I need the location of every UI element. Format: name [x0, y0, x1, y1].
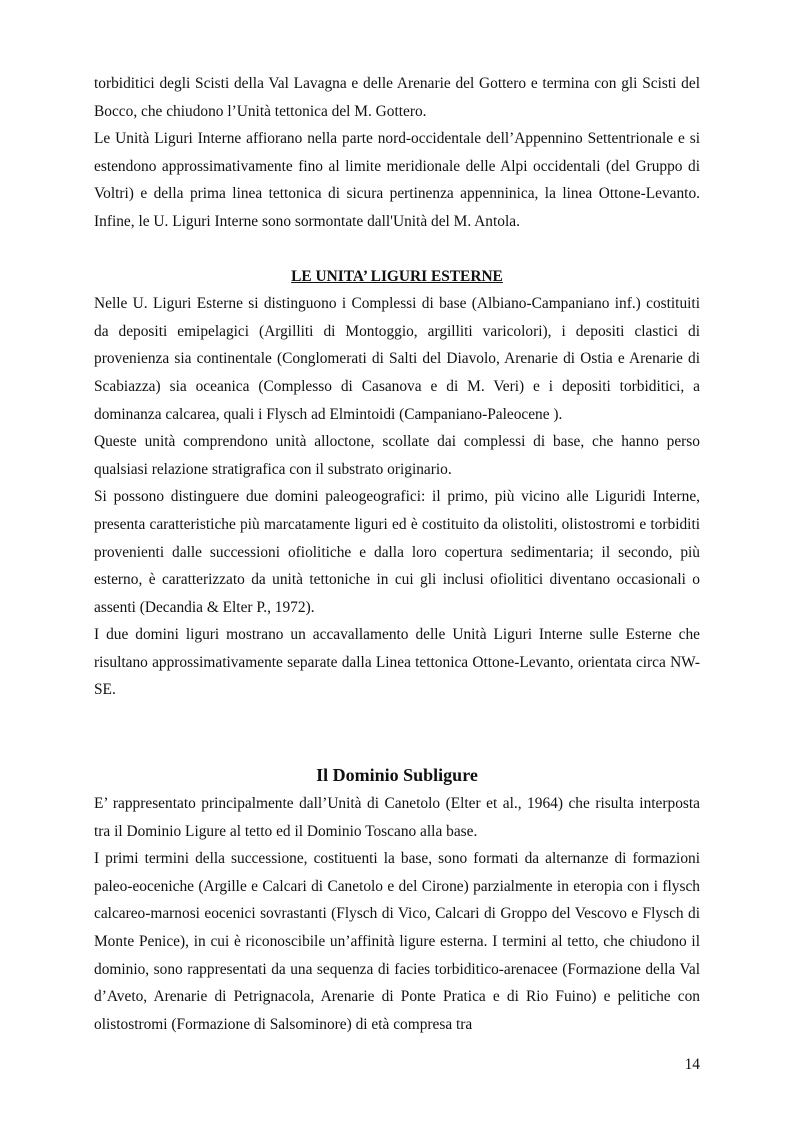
- paragraph-gottero-ending: torbiditici degli Scisti della Val Lavagna e delle Arenarie del Gottero e termina con gli Scisti del Bocco, che chiudono l’Unità tettonica del M. Gottero.: [94, 75, 700, 120]
- section-title-liguri-esterne: LE UNITA’ LIGURI ESTERNE: [291, 267, 503, 285]
- page-number: 14: [684, 1056, 700, 1073]
- paragraph-successione: I primi termini della successione, costituenti la base, sono formati da alternanze di formazioni paleo-eoceniche (Argille e Calcari di Canetolo e del Cirone) parzialmente in eteropia con i flysch calcareo-marnosi eocenici sovrastanti (Flysch di Vico, Calcari di Groppo del Vescovo e Flysch di Monte Penice), in cui è riconoscibile un’affinità ligure esterna. I termini al tetto, che chiudono il dominio, sono rappresentati da una sequenza di facies torbiditico-arenacee (Formazione della Val d’Aveto, Arenarie di Petrignacola, Arenarie di Ponte Pratica e di Rio Fuino) e pelitiche con olistostromi (Formazione di Salsominore) di età compresa tra: [94, 850, 700, 1033]
- document-page: [94, 70, 700, 1038]
- paragraph-accavallamento: I due domini liguri mostrano un accavallamento delle Unità Liguri Interne sulle Esterne che risultano approssimativamente separate dalla Linea tettonica Ottone-Levanto, orientata circa NW-SE.: [94, 626, 700, 699]
- chapter-title-subligure: Il Dominio Subligure: [316, 765, 478, 786]
- spacer: [94, 704, 700, 760]
- paragraph-liguri-interne: Le Unità Liguri Interne affiorano nella parte nord-occidentale dell’Appennino Settentrionale e si estendono approssimativamente fino al limite meridionale delle Alpi occidentali (del Gruppo di Voltri) e della prima linea tettonica di sicura pertinenza appenninica, la linea Ottone-Levanto. Infine, le U. Liguri Interne sono sormontate dall'Unità del M. Antola.: [94, 130, 700, 230]
- paragraph-complessi-di-base: Nelle U. Liguri Esterne si distinguono i Complessi di base (Albiano-Campaniano inf.) costituiti da depositi emipelagici (Argilliti di Montoggio, argilliti varicolori), i depositi clastici di provenienza sia continentale (Conglomerati di Salti del Diavolo, Arenarie di Ostia e Arenarie di Scabiazza) sia oceanica (Complesso di Casanova e di M. Veri) e i depositi torbiditici, a dominanza calcarea, quali i Flysch ad Elmintoidi (Campaniano-Paleocene ).: [94, 295, 700, 423]
- paragraph-unita-alloctone: Queste unità comprendono unità alloctone, scollate dai complessi di base, che hanno perso qualsiasi relazione stratigrafica con il substrato originario.: [94, 433, 700, 478]
- paragraph-domini-paleogeografici: Si possono distinguere due domini paleogeografici: il primo, più vicino alle Liguridi Interne, presenta caratteristiche più marcatamente liguri ed è costituito da olistoliti, olistostromi e torbiditi provenienti dalle successioni ofiolitiche e dalla loro copertura sedimentaria; il secondo, più esterno, è caratterizzato da unità tettoniche in cui gli inclusi ofiolitici diventano occasionali o assenti (Decandia & Elter P., 1972).: [94, 488, 700, 616]
- paragraph-unita-canetolo: E’ rappresentato principalmente dall’Unità di Canetolo (Elter et al., 1964) che risulta interposta tra il Dominio Ligure al tetto ed il Dominio Toscano alla base.: [94, 795, 700, 840]
- spacer: [94, 236, 700, 263]
